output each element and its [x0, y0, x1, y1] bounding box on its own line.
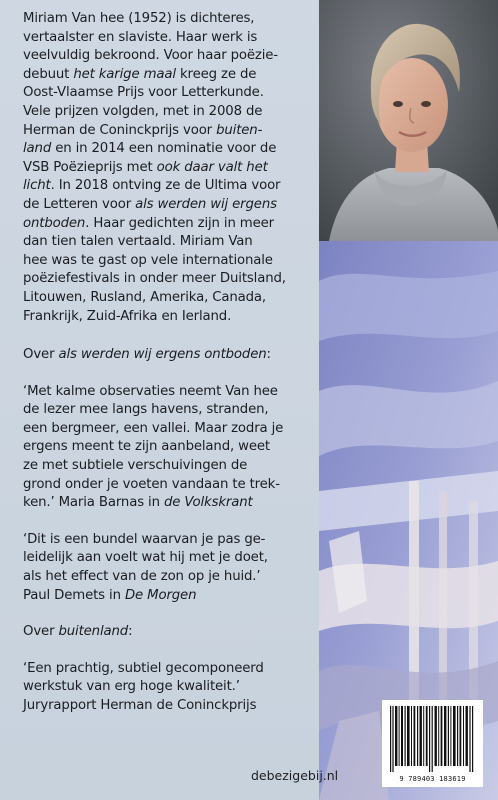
bio-line	[23, 252, 313, 271]
quote-line	[23, 401, 313, 420]
text-segment: dan tien talen vertaald. Miriam Van	[23, 234, 253, 250]
quote-line	[23, 383, 313, 402]
text-segment: debuut	[23, 66, 74, 82]
publisher-website: debezigebij.nl	[251, 768, 339, 783]
text-segment: veelvuldig bekroond. Voor haar poëzie-	[23, 48, 278, 64]
text-segment: de Letteren voor	[23, 196, 136, 212]
text-segment: Frankrijk, Zuid-Afrika en Ierland.	[23, 308, 232, 324]
italic-title-text: het karige maal	[73, 66, 176, 82]
bio-line	[23, 177, 313, 196]
heading-line	[23, 346, 313, 365]
text-segment: hee was te gast op vele internationale	[23, 252, 273, 268]
text-segment: ze met subtiele verschuivingen de	[23, 458, 248, 474]
italic-title-text: de Volkskrant	[163, 495, 253, 511]
text-segment: VSB Poëzieprijs met	[23, 159, 157, 175]
quote-line	[23, 660, 313, 679]
bio-line	[23, 66, 313, 85]
text-segment: ‘Met kalme observaties neemt Van hee	[23, 383, 278, 399]
quote-line	[23, 494, 313, 513]
text-segment: :	[128, 624, 133, 640]
bio-line	[23, 270, 313, 289]
barcode-bars	[382, 700, 483, 787]
bio-line	[23, 308, 313, 327]
text-segment: leidelijk aan voelt wat hij met je doet,	[23, 550, 268, 566]
text-segment: ‘Een prachtig, subtiel gecomponeerd	[23, 660, 264, 676]
text-segment: Oost-Vlaamse Prijs voor Letterkunde.	[23, 85, 264, 101]
section-heading-als-werden-wij-ergens-ontboden	[23, 346, 313, 365]
text-segment: ken.’ Maria Barnas in	[23, 495, 164, 511]
italic-title-text: buitenland	[58, 624, 129, 640]
italic-title-text: als werden wij ergens	[135, 196, 277, 212]
bio-line	[23, 10, 313, 29]
text-segment: werkstuk van erg hoge kwaliteit.’	[23, 679, 240, 695]
quote-line	[23, 678, 313, 697]
quote-line	[23, 420, 313, 439]
text-segment: Over	[23, 347, 59, 363]
bio-line	[23, 159, 313, 178]
author-photo	[319, 0, 498, 241]
italic-title-text: licht	[23, 178, 51, 194]
text-segment: grond onder je voeten vandaan te trek-	[23, 476, 280, 492]
bio-line	[23, 103, 313, 122]
quote-line	[23, 531, 313, 550]
quote-line	[23, 457, 313, 476]
italic-title-text: land	[23, 141, 52, 157]
bio-line	[23, 29, 313, 48]
text-segment: . Haar gedichten zijn in meer	[85, 215, 274, 231]
bio-line	[23, 233, 313, 252]
text-segment: Miriam Van hee (1952) is dichteres,	[23, 11, 255, 26]
text-segment: Over	[23, 624, 59, 640]
quote-line	[23, 549, 313, 568]
bio-line	[23, 140, 313, 159]
author-portrait-illustration	[319, 0, 498, 241]
text-segment: als het effect van de zon op je huid.’	[23, 569, 261, 585]
italic-title-text: De Morgen	[124, 587, 197, 603]
italic-title-text: buiten-	[216, 122, 263, 138]
text-segment: Vele prijzen volgden, met in 2008 de	[23, 103, 263, 119]
text-segment: vertaalster en slaviste. Haar werk is	[23, 29, 258, 45]
text-segment: ‘Dit is een bundel waarvan je pas ge-	[23, 531, 266, 547]
bio-line	[23, 47, 313, 66]
heading-line	[23, 623, 313, 642]
italic-title-text: ook daar valt het	[156, 159, 268, 175]
bio-line	[23, 215, 313, 234]
text-segment: . In 2018 ontving ze de Ultima voor	[50, 178, 281, 194]
quote-line	[23, 568, 313, 587]
bio-line	[23, 84, 313, 103]
bio-line	[23, 289, 313, 308]
text-segment: Paul Demets in	[23, 587, 125, 603]
text-segment: de lezer mee langs havens, stranden,	[23, 402, 269, 418]
text-segment: Juryrapport Herman de Coninckprijs	[23, 698, 257, 713]
quote-line	[23, 476, 313, 495]
text-segment: Herman de Coninckprijs voor	[23, 122, 217, 138]
text-segment: en in 2014 een nominatie voor de	[51, 141, 277, 157]
quote-juryrapport	[23, 660, 313, 716]
author-bio	[23, 10, 313, 326]
text-segment: een bergmeer, een vallei. Maar zodra je	[23, 420, 284, 436]
isbn-number: 9 789403 183619	[399, 775, 466, 783]
quote-line	[23, 697, 313, 716]
quote-paul-demets	[23, 531, 313, 605]
back-cover-text	[23, 10, 313, 716]
text-segment: Litouwen, Rusland, Amerika, Canada,	[23, 289, 267, 305]
section-heading-buitenland	[23, 623, 313, 642]
text-segment: poëziefestivals in onder meer Duitsland,	[23, 271, 286, 287]
text-segment: ergens meent te zijn aanbeland, weet	[23, 439, 271, 455]
quote-line	[23, 438, 313, 457]
quote-line	[23, 587, 313, 606]
italic-title-text: als werden wij ergens ontboden	[58, 347, 267, 363]
text-segment: kreeg ze de	[175, 66, 257, 82]
bio-line	[23, 122, 313, 141]
quote-maria-barnas	[23, 383, 313, 513]
isbn-barcode	[382, 700, 483, 787]
italic-title-text: ontboden	[23, 215, 86, 231]
text-segment: :	[266, 347, 271, 363]
bio-line	[23, 196, 313, 215]
